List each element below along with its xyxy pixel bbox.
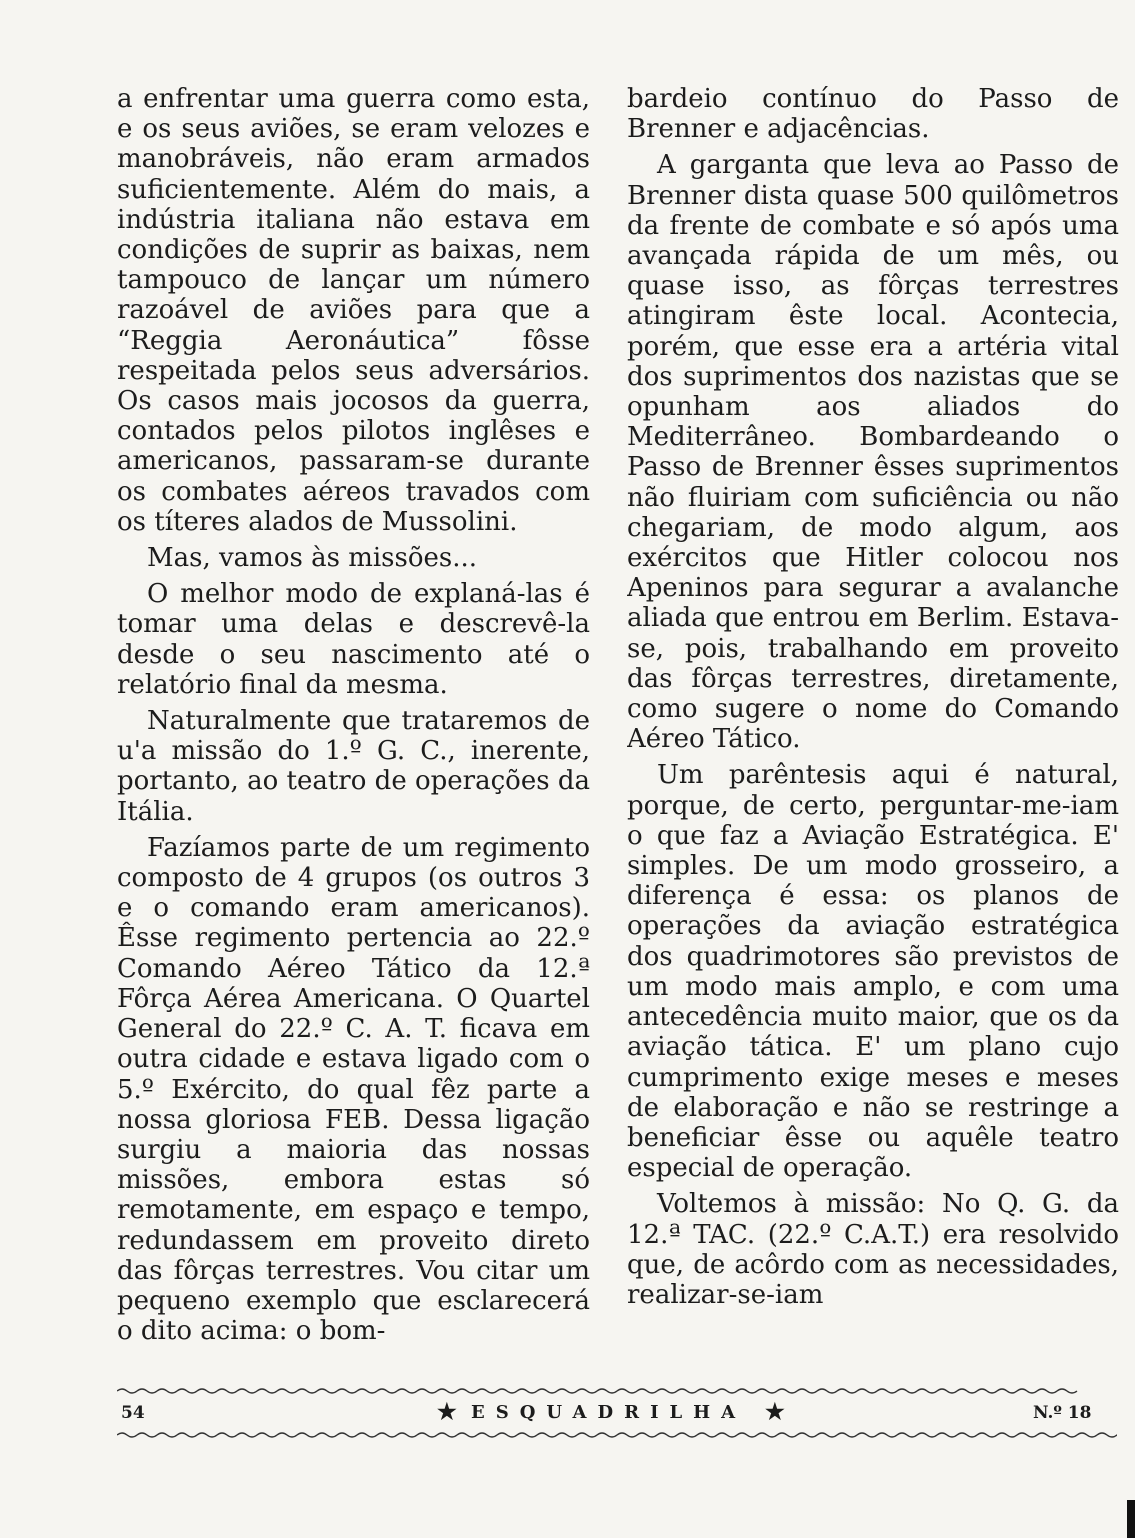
paragraph: a enfrentar uma guerra como esta, e os seus aviões, se eram velozes e manobráveis, não eram armados suficientemente. Além do mais, a indústria italiana não estava em condições de suprir as baixas, nem tampouco de lançar um número razoável de aviões para que a “Reggia Aeronáutica” fôsse respeitada pelos seus adversários. Os casos mais jocosos da guerra, contados pelos pilotos inglêses e americanos, passaram-se durante os combates aéreos travados com os títeres alados de Mussolini. xyxy=(117,84,590,537)
paragraph: Naturalmente que trataremos de u'a missão do 1.º G. C., inerente, portanto, ao teatro de operações da Itália. xyxy=(117,706,590,827)
paragraph: Mas, vamos às missões... xyxy=(147,543,478,574)
magazine-title: ESQUADRILHA xyxy=(471,1402,747,1423)
paragraph: Fazíamos parte de um regimento composto de 4 grupos (os outros 3 e o comando eram americanos). Êsse regimento pertencia ao 22.º Comando Aéreo Tático da 12.ª Fôrça Aérea Americana. O Quartel General do 22.º C. A. T. ficava em outra cidade e estava ligado com o 5.º Exército, do qual fêz parte a nossa gloriosa FEB. Dessa ligação surgiu a maioria das nossas missões, embora estas só remotamente, em espaço e tempo, redundassem em proveito direto das fôrças terrestres. Vou citar um pequeno exemplo que esclarecerá o dito acima: o bom- xyxy=(117,832,590,1347)
paragraph: Um parêntesis aqui é natural, porque, de certo, perguntar-me-iam o que faz a Aviação Estratégica. E' simples. De um modo grosseiro, a diferença é essa: os planos de operações da aviação estratégica dos quadrimotores são previstos de um modo mais amplo, e com uma antecedência muito maior, que os da aviação tática. E' um plano cujo cumprimento exige meses e meses de elaboração e não se restringe a beneficiar êsse ou aquêle teatro especial de operação. xyxy=(627,760,1119,1184)
page-number: 54 xyxy=(121,1403,145,1423)
page-edge-shadow xyxy=(1127,1500,1135,1538)
page-footer xyxy=(117,1386,1117,1446)
paragraph: bardeio contínuo do Passo de Brenner e adjacências. xyxy=(627,84,1119,145)
right-text-column xyxy=(627,84,1119,1384)
star-icon: ★ xyxy=(765,1399,785,1425)
paragraph: O melhor modo de explaná-las é tomar uma delas e descrevê-la desde o seu nascimento até o relatório final da mesma. xyxy=(117,579,590,700)
issue-number: N.º 18 xyxy=(1033,1403,1092,1423)
wavy-rule-bottom xyxy=(117,1430,1117,1440)
star-icon: ★ xyxy=(437,1399,457,1425)
left-text-column xyxy=(117,84,590,1352)
footer-text-row xyxy=(117,1401,1117,1427)
wavy-rule-top xyxy=(117,1386,1117,1396)
paragraph: Voltemos à missão: No Q. G. da 12.ª TAC. (22.º C.A.T.) era resolvido que, de acôrdo com as necessidades, realizar-se-iam xyxy=(627,1189,1119,1310)
paragraph: A garganta que leva ao Passo de Brenner dista quase 500 quilômetros da frente de combate e só após uma avançada rápida de um mês, ou quase isso, as fôrças terrestres atingiram êste local. Acontecia, porém, que esse era a artéria vital dos suprimentos dos nazistas que se opunham aos aliados do Mediterrâneo. Bombardeando o Passo de Brenner êsses suprimentos não fluiriam com suficiência ou não chegariam, de modo algum, aos exércitos que Hitler colocou nos Apeninos para segurar a avalanche aliada que entrou em Berlim. Estava-se, pois, trabalhando em proveito das fôrças terrestres, diretamente, como sugere o nome do Comando Aéreo Tático. xyxy=(627,150,1119,755)
